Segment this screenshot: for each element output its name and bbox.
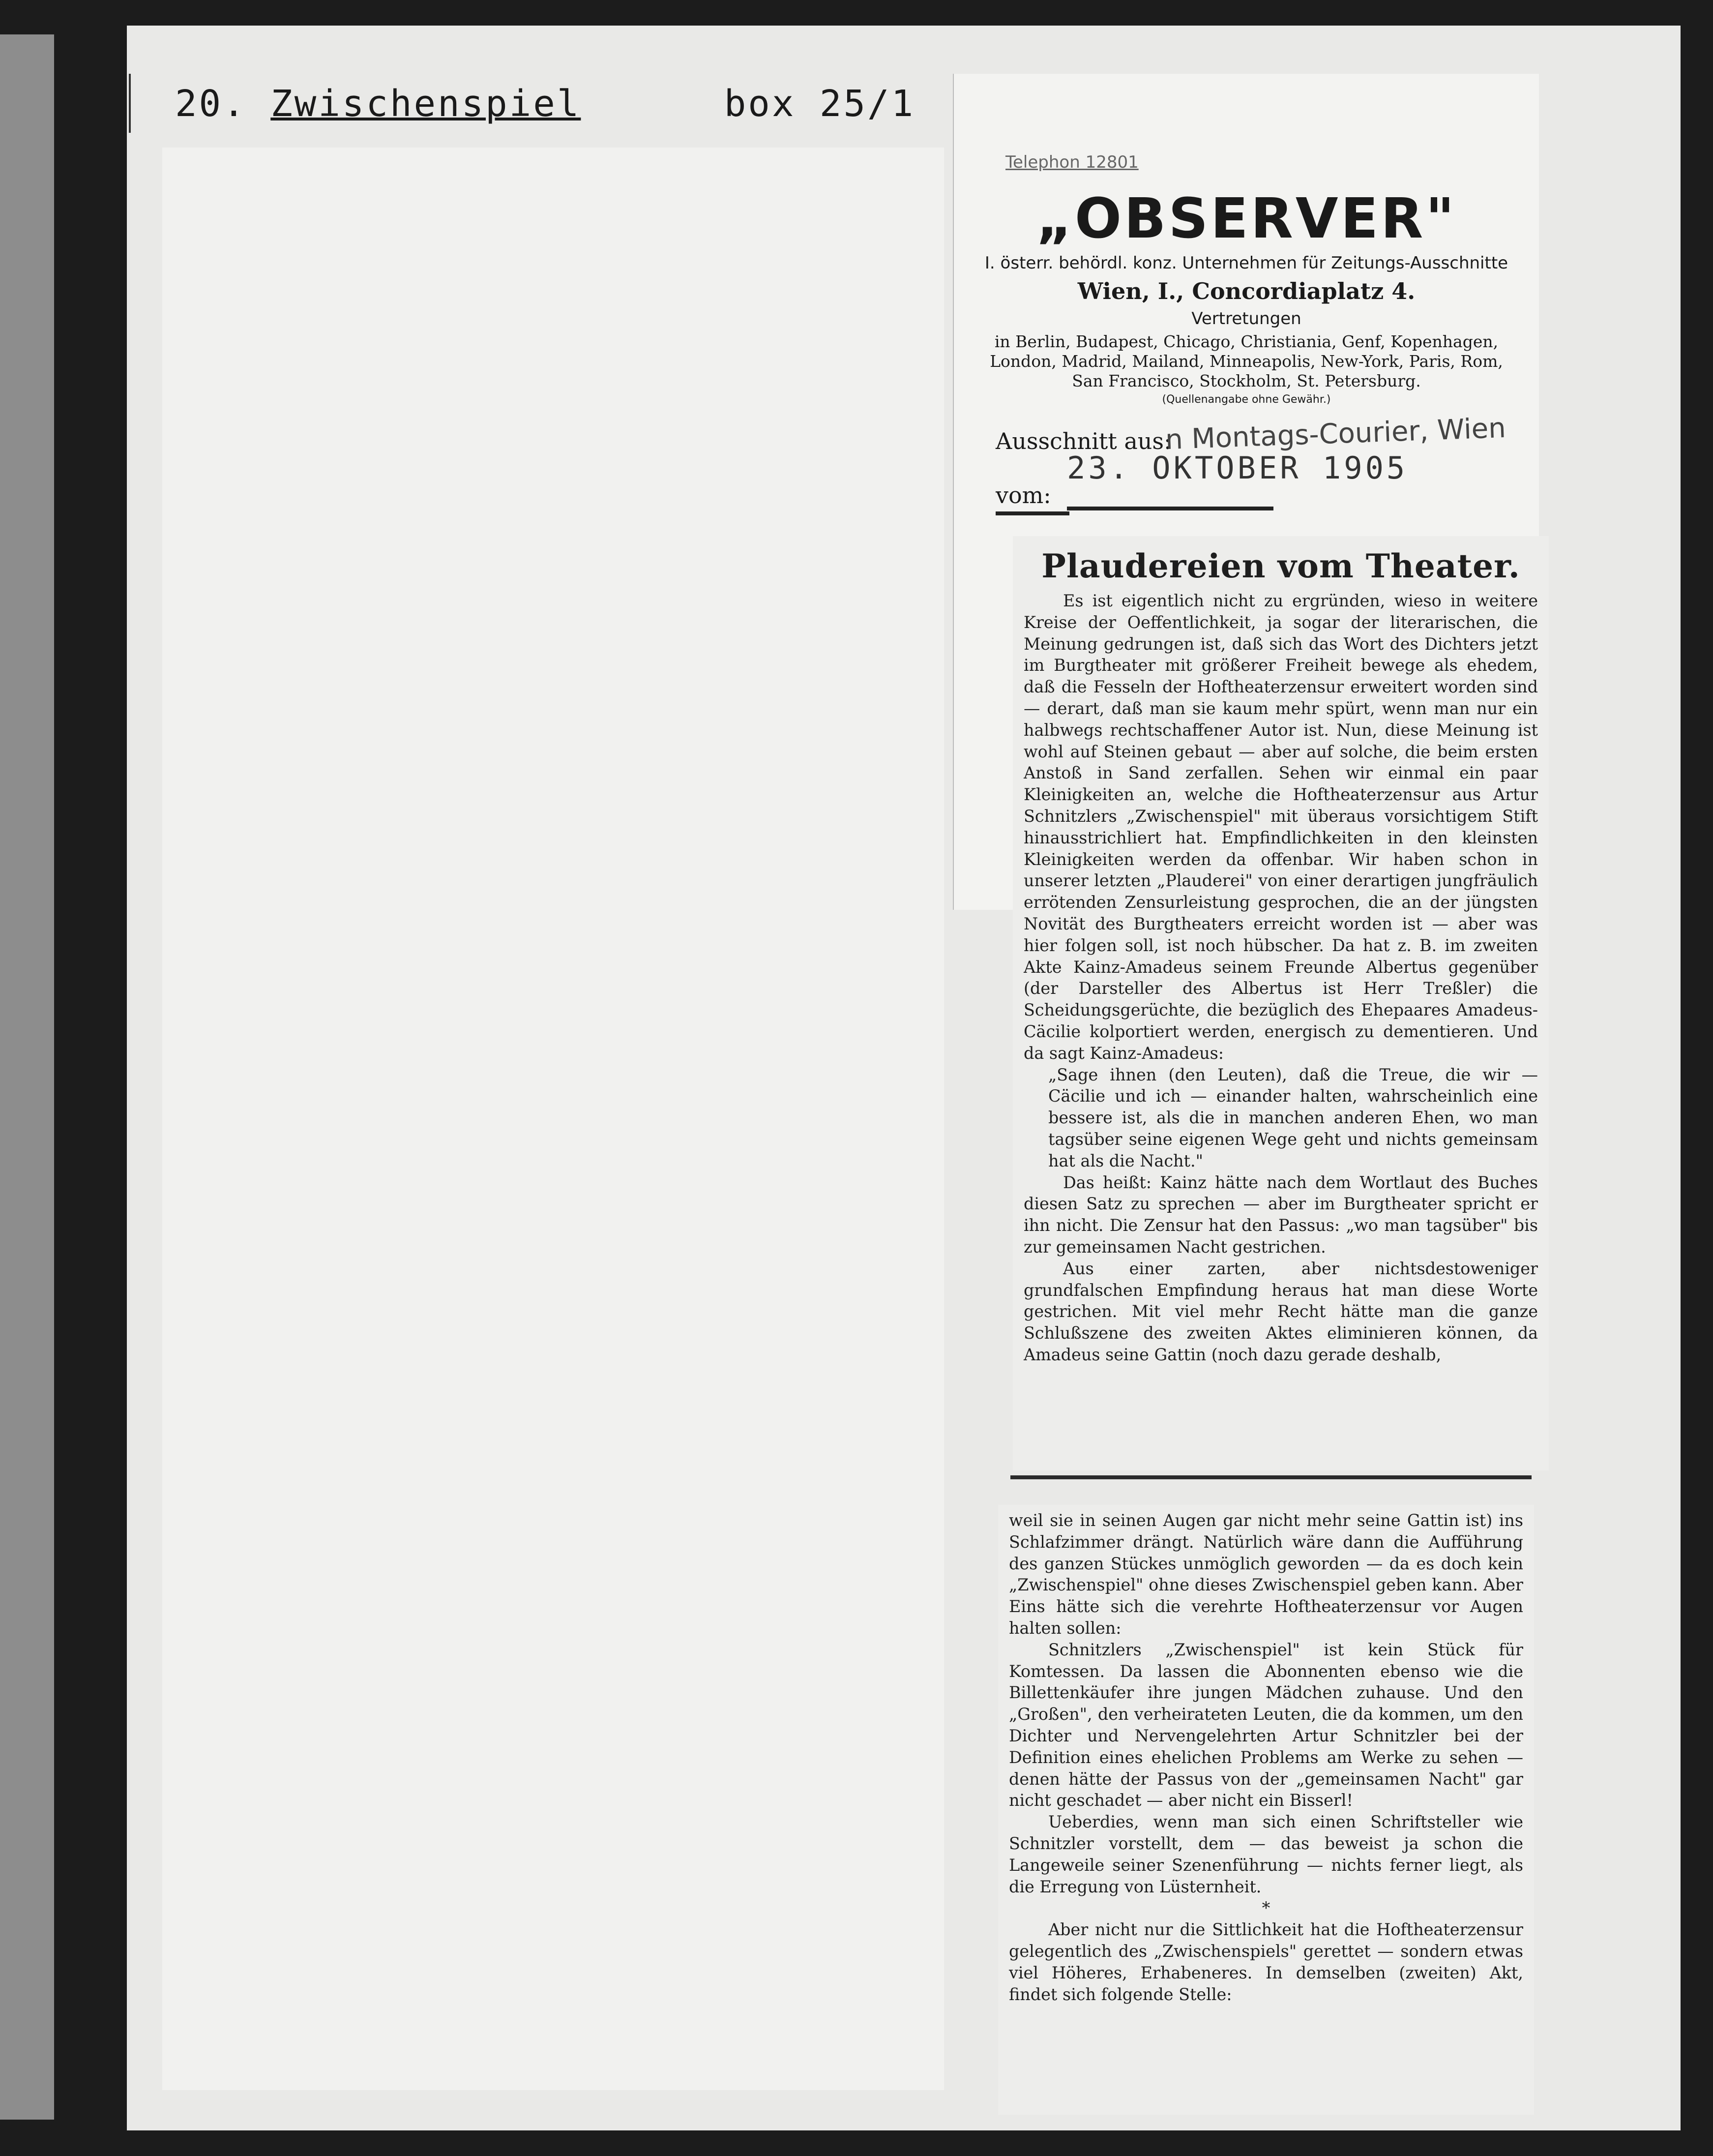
section-asterisk: * bbox=[1262, 1898, 1270, 1918]
margin-mark bbox=[129, 74, 131, 133]
slip-cities-line: London, Madrid, Mailand, Minneapolis, New-York, Paris, Rom, bbox=[990, 352, 1503, 371]
slip-representations-label: Vertretungen bbox=[1191, 309, 1301, 329]
slip-cities-line: in Berlin, Budapest, Chicago, Christiania, Genf, Kopenhagen, bbox=[994, 332, 1499, 351]
article-body-part1 bbox=[1024, 590, 1538, 1366]
article-paragraph: Aber nicht nur die Sittlichkeit hat die Hoftheaterzensur gelegentlich des „Zwischenspiels" gerettet — sondern etwas viel Höheres, Erhabeneres. In demselben (zweiten) Akt, findet sich folgende Stelle: bbox=[1009, 1920, 1523, 2004]
slip-underline bbox=[996, 511, 1069, 515]
slip-address: Wien, I., Concordiaplatz 4. bbox=[1077, 278, 1416, 304]
article-clipping-part1 bbox=[1013, 536, 1549, 1470]
blank-sheet-area bbox=[162, 148, 944, 2090]
slip-serial: Telephon 12801 bbox=[1005, 152, 1139, 172]
header-title: Zwischenspiel bbox=[270, 83, 581, 125]
date-stamp: 23. OKTOBER 1905 bbox=[1067, 450, 1408, 486]
article-clipping-part2 bbox=[998, 1505, 1534, 2115]
article-heading: Plaudereien vom Theater. bbox=[1041, 547, 1520, 585]
slip-tagline: I. österr. behördl. konz. Unternehmen für Zeitungs-Ausschnitte bbox=[984, 253, 1508, 273]
slip-disclaimer: (Quellenangabe ohne Gewähr.) bbox=[1162, 393, 1331, 406]
observer-brand: „OBSERVER" bbox=[1036, 187, 1457, 251]
article-paragraph: Aus einer zarten, aber nichtsdestoweniger grundfalschen Empfindung heraus hat man diese Worte gestrichen. Mit viel mehr Recht hätte man die ganze Schlußszene des zweiten Aktes eliminieren können, da Amadeus seine Gattin (noch dazu gerade deshalb, bbox=[1024, 1258, 1538, 1364]
clipping-cut-line bbox=[1010, 1475, 1532, 1479]
date-underline bbox=[1067, 507, 1273, 510]
article-paragraph: Es ist eigentlich nicht zu ergründen, wieso in weitere Kreise der Oeffentlichkeit, ja sogar der literarischen, die Meinung gedrungen ist, daß sich das Wort des Dichters jetzt im Burgtheater mit größerer Freiheit bewege als ehedem, daß die Fesseln der Hoftheaterzensur erweitert worden sind — derart, daß man sie kaum mehr spürt, wenn man nur ein halbwegs rechtschaffener Autor ist. Nun, diese Meinung ist wohl auf Steinen gebaut — aber auf solche, die beim ersten Anstoß in Sand zerfallen. Sehen wir einmal ein paar Kleinigkeiten an, welche die Hoftheaterzensur aus Artur Schnitzlers „Zwischenspiel" mit überaus vorsichtigem Stift hinausstrichliert hat. Empfindlichkeiten in den kleinsten Kleinigkeiten werden da offenbar. Wir haben schon in unserer letzten „Plauderei" von einer derartigen jungfräulich errötenden Zensurleistung gesprochen, die an der jüngsten Novität des Burgtheaters erreicht worden ist — aber was hier folgen soll, ist noch hübscher. Da hat z. B. im zweiten Akte Kainz-Amadeus seinem Freunde Albertus gegenüber (der Darsteller des Albertus ist Herr Treßler) die Scheidungsgerüchte, die bezüglich des Ehepaares Amadeus-Cäcilie kolportiert werden, energisch zu dementieren. Und da sagt Kainz-Amadeus: bbox=[1024, 591, 1538, 1063]
slip-cities-line: San Francisco, Stockholm, St. Petersburg. bbox=[1072, 371, 1421, 390]
article-paragraph: weil sie in seinen Augen gar nicht mehr seine Gattin ist) ins Schlafzimmer drängt. Natürlich wäre dann die Aufführung des ganzen Stückes unmöglich geworden — da es doch kein „Zwischenspiel" ohne dieses Zwischenspiel geben kann. Aber Eins hätte sich die verehrte Hoftheaterzensur vor Augen halten sollen: bbox=[1009, 1511, 1523, 1638]
article-body-part2 bbox=[1009, 1510, 1523, 2005]
typewritten-header bbox=[175, 83, 915, 125]
article-paragraph: Das heißt: Kainz hätte nach dem Wortlaut des Buches diesen Satz zu sprechen — aber im Burgtheater spricht er ihn nicht. Die Zensur hat den Passus: „wo man tagsüber" bis zur gemeinsamen Nacht gestrichen. bbox=[1024, 1172, 1538, 1257]
header-box: box 25/1 bbox=[724, 83, 916, 125]
ausschnitt-label: Ausschnitt aus: bbox=[996, 428, 1172, 454]
source-stamp: n Montags-Courier, Wien bbox=[1165, 412, 1506, 456]
slip-cities bbox=[954, 332, 1539, 391]
adjacent-page-edge bbox=[0, 34, 54, 2120]
vom-label: vom: bbox=[996, 482, 1051, 509]
article-quote: „Sage ihnen (den Leuten), daß die Treue, die wir — Cäcilie und ich — einander halten, wahrscheinlich eine bessere ist, als die in manchen anderen Ehen, wo man tagsüber seine eigenen Wege geht und nichts gemeinsam hat als die Nacht." bbox=[1048, 1065, 1538, 1170]
header-number: 20. bbox=[175, 83, 247, 125]
article-paragraph: Ueberdies, wenn man sich einen Schriftsteller wie Schnitzler vorstellt, dem — das beweist ja schon die Langeweile seiner Szenenführung — nichts ferner liegt, als die Erregung von Lüsternheit. bbox=[1009, 1812, 1523, 1896]
article-paragraph: Schnitzlers „Zwischenspiel" ist kein Stück für Komtessen. Da lassen die Abonnenten ebenso wie die Billettenkäufer ihre jungen Mädchen zuhause. Und den „Großen", den verheirateten Leuten, die da kommen, um den Dichter und Nervengelehrten Artur Schnitzler bei der Definition eines ehelichen Problems am Werke zu sehen — denen hätte der Passus von der „gemeinsamen Nacht" gar nicht geschadet — aber nicht ein Bisserl! bbox=[1009, 1640, 1523, 1810]
